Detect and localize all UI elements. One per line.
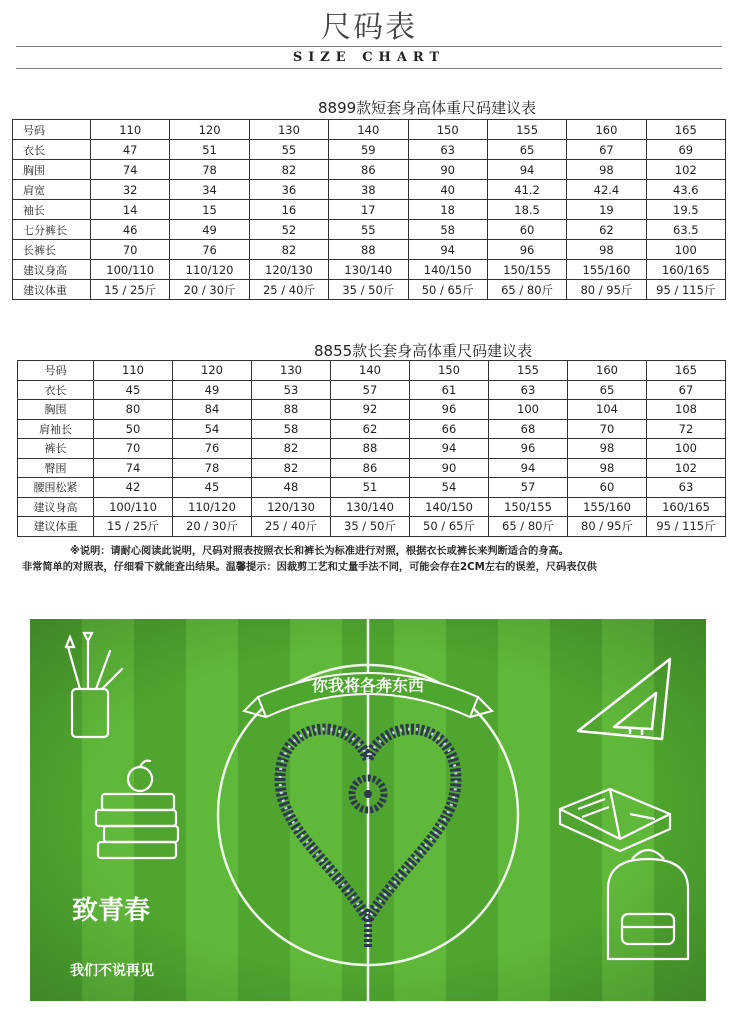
table-cell: 48 xyxy=(252,478,331,498)
table-cell: 14 xyxy=(91,200,170,220)
table-cell: 70 xyxy=(91,240,170,260)
table-cell: 40 xyxy=(408,180,487,200)
table-row xyxy=(18,419,726,439)
table-cell: 155/160 xyxy=(567,260,646,280)
table-cell: 100 xyxy=(489,400,568,420)
table-cell: 80 / 95斤 xyxy=(568,517,647,537)
table-cell: 57 xyxy=(489,478,568,498)
table-cell: 19.5 xyxy=(646,200,725,220)
table-cell: 94 xyxy=(408,240,487,260)
table-cell: 78 xyxy=(170,160,249,180)
logo-text: 致青春 xyxy=(72,896,151,926)
table-cell: 25 / 40斤 xyxy=(249,280,328,300)
table-cell: 36 xyxy=(249,180,328,200)
table-cell: 63.5 xyxy=(646,220,725,240)
size-table-8855 xyxy=(17,360,726,537)
table-cell: 72 xyxy=(647,419,726,439)
table-cell: 68 xyxy=(489,419,568,439)
table-cell: 15 xyxy=(170,200,249,220)
note-line-2: 非常简单的对照表，仔细看下就能查出结果。温馨提示：因裁剪工艺和丈量手法不同，可能会存在2CM左右的误差，尺码表仅供 xyxy=(22,562,597,573)
table-cell: 86 xyxy=(329,160,408,180)
table-cell: 20 / 30斤 xyxy=(170,280,249,300)
table-cell: 49 xyxy=(170,220,249,240)
table-cell: 100/110 xyxy=(94,497,173,517)
table-cell: 130 xyxy=(249,120,328,140)
table-cell: 165 xyxy=(646,120,725,140)
table-cell: 98 xyxy=(567,240,646,260)
table-cell: 86 xyxy=(331,458,410,478)
table-cell: 18.5 xyxy=(487,200,566,220)
table-row xyxy=(18,517,726,537)
table-cell: 90 xyxy=(408,160,487,180)
table-row xyxy=(13,160,726,180)
table-cell: 88 xyxy=(252,400,331,420)
table-cell: 70 xyxy=(568,419,647,439)
table1-caption: 8899款短套身高体重尺码建议表 xyxy=(318,99,537,117)
table-row xyxy=(13,200,726,220)
table-cell: 67 xyxy=(647,380,726,400)
table-cell: 42 xyxy=(94,478,173,498)
table-cell: 98 xyxy=(567,160,646,180)
table-cell: 34 xyxy=(170,180,249,200)
table-cell: 54 xyxy=(173,419,252,439)
table-cell: 102 xyxy=(647,458,726,478)
table-cell: 160/165 xyxy=(647,497,726,517)
row-label: 袖长 xyxy=(13,200,91,220)
table-row xyxy=(18,497,726,517)
table-cell: 16 xyxy=(249,200,328,220)
table-cell: 55 xyxy=(249,140,328,160)
table-cell: 65 xyxy=(487,140,566,160)
table2-caption: 8855款长套身高体重尺码建议表 xyxy=(314,342,533,360)
table-cell: 61 xyxy=(410,380,489,400)
table-cell: 76 xyxy=(170,240,249,260)
table-cell: 63 xyxy=(647,478,726,498)
table-cell: 63 xyxy=(489,380,568,400)
row-label: 七分裤长 xyxy=(13,220,91,240)
table-row xyxy=(13,180,726,200)
title-rule-top xyxy=(16,46,722,47)
table-cell: 50 xyxy=(94,419,173,439)
table-cell: 32 xyxy=(91,180,170,200)
table-cell: 58 xyxy=(252,419,331,439)
row-label: 胸围 xyxy=(18,400,94,420)
slogan-text: 我们不说再见 xyxy=(70,963,154,979)
table-cell: 15 / 25斤 xyxy=(94,517,173,537)
table-cell: 110/120 xyxy=(173,497,252,517)
table-cell: 51 xyxy=(170,140,249,160)
table-cell: 140 xyxy=(331,361,410,381)
table-cell: 52 xyxy=(249,220,328,240)
table-cell: 100/110 xyxy=(91,260,170,280)
table-cell: 92 xyxy=(331,400,410,420)
table-cell: 150/155 xyxy=(487,260,566,280)
table-row xyxy=(18,439,726,459)
table-cell: 120/130 xyxy=(252,497,331,517)
title-rule-bottom xyxy=(16,68,722,69)
table-cell: 57 xyxy=(331,380,410,400)
table-cell: 88 xyxy=(331,439,410,459)
table-cell: 53 xyxy=(252,380,331,400)
row-label: 衣长 xyxy=(18,380,94,400)
table-cell: 120 xyxy=(170,120,249,140)
table-cell: 65 / 80斤 xyxy=(489,517,568,537)
table-cell: 82 xyxy=(252,458,331,478)
table-cell: 96 xyxy=(410,400,489,420)
row-label: 建议体重 xyxy=(18,517,94,537)
table-cell: 150/155 xyxy=(489,497,568,517)
table-row xyxy=(18,380,726,400)
table-cell: 54 xyxy=(410,478,489,498)
row-label: 肩宽 xyxy=(13,180,91,200)
row-label: 臀围 xyxy=(18,458,94,478)
table-row xyxy=(13,120,726,140)
table-cell: 110 xyxy=(94,361,173,381)
table-cell: 140/150 xyxy=(408,260,487,280)
table-cell: 80 / 95斤 xyxy=(567,280,646,300)
table-cell: 100 xyxy=(646,240,725,260)
table-row xyxy=(13,220,726,240)
table-cell: 19 xyxy=(567,200,646,220)
table-cell: 120/130 xyxy=(249,260,328,280)
row-label: 长裤长 xyxy=(13,240,91,260)
table-cell: 150 xyxy=(410,361,489,381)
row-label: 建议体重 xyxy=(13,280,91,300)
table-cell: 150 xyxy=(408,120,487,140)
table-cell: 50 / 65斤 xyxy=(410,517,489,537)
table-cell: 41.2 xyxy=(487,180,566,200)
row-label: 腰围松紧 xyxy=(18,478,94,498)
banner-text: 你我将各奔东西 xyxy=(311,676,425,695)
table-cell: 94 xyxy=(489,458,568,478)
table-cell: 104 xyxy=(568,400,647,420)
table-cell: 49 xyxy=(173,380,252,400)
table-cell: 94 xyxy=(487,160,566,180)
table-cell: 98 xyxy=(568,439,647,459)
row-label: 建议身高 xyxy=(13,260,91,280)
table-cell: 100 xyxy=(647,439,726,459)
table-cell: 130 xyxy=(252,361,331,381)
table-cell: 66 xyxy=(410,419,489,439)
row-label: 号码 xyxy=(18,361,94,381)
table-cell: 140 xyxy=(329,120,408,140)
table-row xyxy=(13,280,726,300)
table-cell: 51 xyxy=(331,478,410,498)
table-cell: 94 xyxy=(410,439,489,459)
table-cell: 45 xyxy=(173,478,252,498)
table-cell: 82 xyxy=(249,240,328,260)
table-cell: 20 / 30斤 xyxy=(173,517,252,537)
table-cell: 60 xyxy=(568,478,647,498)
page-subtitle: SIZE CHART xyxy=(292,50,446,65)
table-cell: 95 / 115斤 xyxy=(646,280,725,300)
table-cell: 140/150 xyxy=(410,497,489,517)
table-row xyxy=(18,478,726,498)
table-cell: 120 xyxy=(173,361,252,381)
table-cell: 155 xyxy=(489,361,568,381)
table-cell: 62 xyxy=(331,419,410,439)
table-cell: 90 xyxy=(410,458,489,478)
table-cell: 62 xyxy=(567,220,646,240)
table-cell: 65 xyxy=(568,380,647,400)
table-cell: 82 xyxy=(252,439,331,459)
table-cell: 38 xyxy=(329,180,408,200)
table-cell: 130/140 xyxy=(331,497,410,517)
table-cell: 160 xyxy=(568,361,647,381)
table-cell: 74 xyxy=(91,160,170,180)
table-cell: 60 xyxy=(487,220,566,240)
table-cell: 43.6 xyxy=(646,180,725,200)
table-cell: 69 xyxy=(646,140,725,160)
table-cell: 102 xyxy=(646,160,725,180)
table-cell: 35 / 50斤 xyxy=(331,517,410,537)
table-cell: 96 xyxy=(487,240,566,260)
table-cell: 35 / 50斤 xyxy=(329,280,408,300)
table-cell: 67 xyxy=(567,140,646,160)
table-cell: 110/120 xyxy=(170,260,249,280)
table-cell: 95 / 115斤 xyxy=(647,517,726,537)
table-cell: 63 xyxy=(408,140,487,160)
table-cell: 160 xyxy=(567,120,646,140)
table-cell: 165 xyxy=(647,361,726,381)
table-cell: 78 xyxy=(173,458,252,478)
table-cell: 45 xyxy=(94,380,173,400)
table-row xyxy=(18,400,726,420)
table-row xyxy=(18,361,726,381)
table-row xyxy=(13,140,726,160)
table-cell: 70 xyxy=(94,439,173,459)
table-cell: 155/160 xyxy=(568,497,647,517)
table-cell: 82 xyxy=(249,160,328,180)
row-label: 裤长 xyxy=(18,439,94,459)
table-cell: 46 xyxy=(91,220,170,240)
table-cell: 58 xyxy=(408,220,487,240)
table-row xyxy=(13,240,726,260)
table-cell: 110 xyxy=(91,120,170,140)
table-cell: 84 xyxy=(173,400,252,420)
page-title: 尺码表 xyxy=(321,10,417,45)
table-cell: 160/165 xyxy=(646,260,725,280)
table-cell: 74 xyxy=(94,458,173,478)
table-cell: 98 xyxy=(568,458,647,478)
table-cell: 50 / 65斤 xyxy=(408,280,487,300)
table-cell: 80 xyxy=(94,400,173,420)
table-cell: 25 / 40斤 xyxy=(252,517,331,537)
table-cell: 76 xyxy=(173,439,252,459)
row-label: 建议身高 xyxy=(18,497,94,517)
table-cell: 108 xyxy=(647,400,726,420)
row-label: 衣长 xyxy=(13,140,91,160)
table-cell: 88 xyxy=(329,240,408,260)
row-label: 胸围 xyxy=(13,160,91,180)
football-field-photo xyxy=(30,619,706,1001)
size-table-8899 xyxy=(12,119,726,300)
row-label: 肩袖长 xyxy=(18,419,94,439)
table-cell: 96 xyxy=(489,439,568,459)
table-cell: 65 / 80斤 xyxy=(487,280,566,300)
table-cell: 55 xyxy=(329,220,408,240)
table-row xyxy=(13,260,726,280)
table-cell: 15 / 25斤 xyxy=(91,280,170,300)
table-cell: 59 xyxy=(329,140,408,160)
table-cell: 130/140 xyxy=(329,260,408,280)
table-cell: 42.4 xyxy=(567,180,646,200)
table-cell: 17 xyxy=(329,200,408,220)
table-cell: 47 xyxy=(91,140,170,160)
table-cell: 155 xyxy=(487,120,566,140)
note-line-1: ※说明：请耐心阅读此说明，尺码对照表按照衣长和裤长为标准进行对照，根据衣长或裤长来判断适合的身高。 xyxy=(70,546,569,557)
table-cell: 18 xyxy=(408,200,487,220)
row-label: 号码 xyxy=(13,120,91,140)
table-row xyxy=(18,458,726,478)
